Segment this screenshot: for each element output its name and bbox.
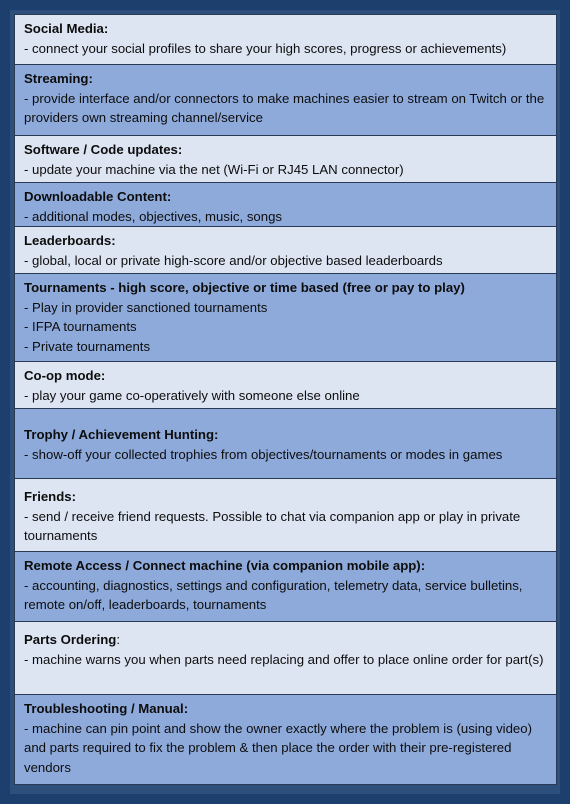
row-text: - additional modes, objectives, music, songs — [24, 208, 283, 224]
row-text: - machine can pin point and show the owner exactly where the problem is (using video) and parts required to fix the problem & then place the order with their pre-registered vendors — [24, 720, 532, 775]
row-text: - Play in provider sanctioned tournaments — [24, 299, 268, 315]
row-social-media — [15, 15, 556, 65]
row-leaderboards — [15, 227, 556, 274]
row-text: - accounting, diagnostics, settings and configuration, telemetry data, service bulletins, remote on/off, leaderboards, tournaments — [24, 577, 523, 612]
row-title: Streaming: — [24, 71, 93, 86]
row-troubleshooting — [15, 695, 556, 784]
row-title: Software / Code updates: — [24, 142, 183, 157]
row-text: - machine warns you when parts need replacing and offer to place online order for part(s) — [24, 651, 544, 667]
row-title: Leaderboards: — [24, 233, 116, 248]
row-text: - Private tournaments — [24, 338, 151, 354]
row-streaming — [15, 65, 556, 136]
row-remote-access — [15, 552, 556, 622]
row-text: - show-off your collected trophies from objectives/tournaments or modes in games — [24, 446, 503, 462]
row-tournaments — [15, 274, 556, 362]
row-title: Parts Ordering: — [24, 632, 121, 647]
row-text: - IFPA tournaments — [24, 319, 137, 334]
row-coop-mode — [15, 362, 556, 409]
row-downloadable-content — [15, 183, 556, 227]
row-text: - play your game co-operatively with someone else online — [24, 387, 360, 403]
row-title: Remote Access / Connect machine (via companion mobile app): — [24, 558, 426, 573]
row-title: Tournaments - high score, objective or time based (free or pay to play) — [24, 280, 465, 295]
row-software-updates — [15, 136, 556, 183]
row-text: - global, local or private high-score and/or objective based leaderboards — [24, 252, 443, 268]
row-text: - connect your social profiles to share your high scores, progress or achievements) — [24, 40, 507, 56]
row-trophy-hunting — [15, 409, 556, 479]
row-title: Friends: — [24, 489, 77, 504]
feature-table — [14, 14, 557, 785]
row-text: - send / receive friend requests. Possible to chat via companion app or play in private tournaments — [24, 508, 521, 543]
row-text: - provide interface and/or connectors to make machines easier to stream on Twitch or the providers own streaming channel/service — [24, 90, 545, 125]
row-title: Social Media: — [24, 21, 109, 36]
row-text: - update your machine via the net (Wi-Fi or RJ45 LAN connector) — [24, 161, 404, 177]
row-title: Trophy / Achievement Hunting: — [24, 427, 219, 442]
row-friends — [15, 479, 556, 552]
row-title: Co-op mode: — [24, 368, 106, 383]
row-parts-ordering — [15, 622, 556, 695]
row-title: Troubleshooting / Manual: — [24, 701, 189, 716]
row-title: Downloadable Content: — [24, 189, 172, 204]
